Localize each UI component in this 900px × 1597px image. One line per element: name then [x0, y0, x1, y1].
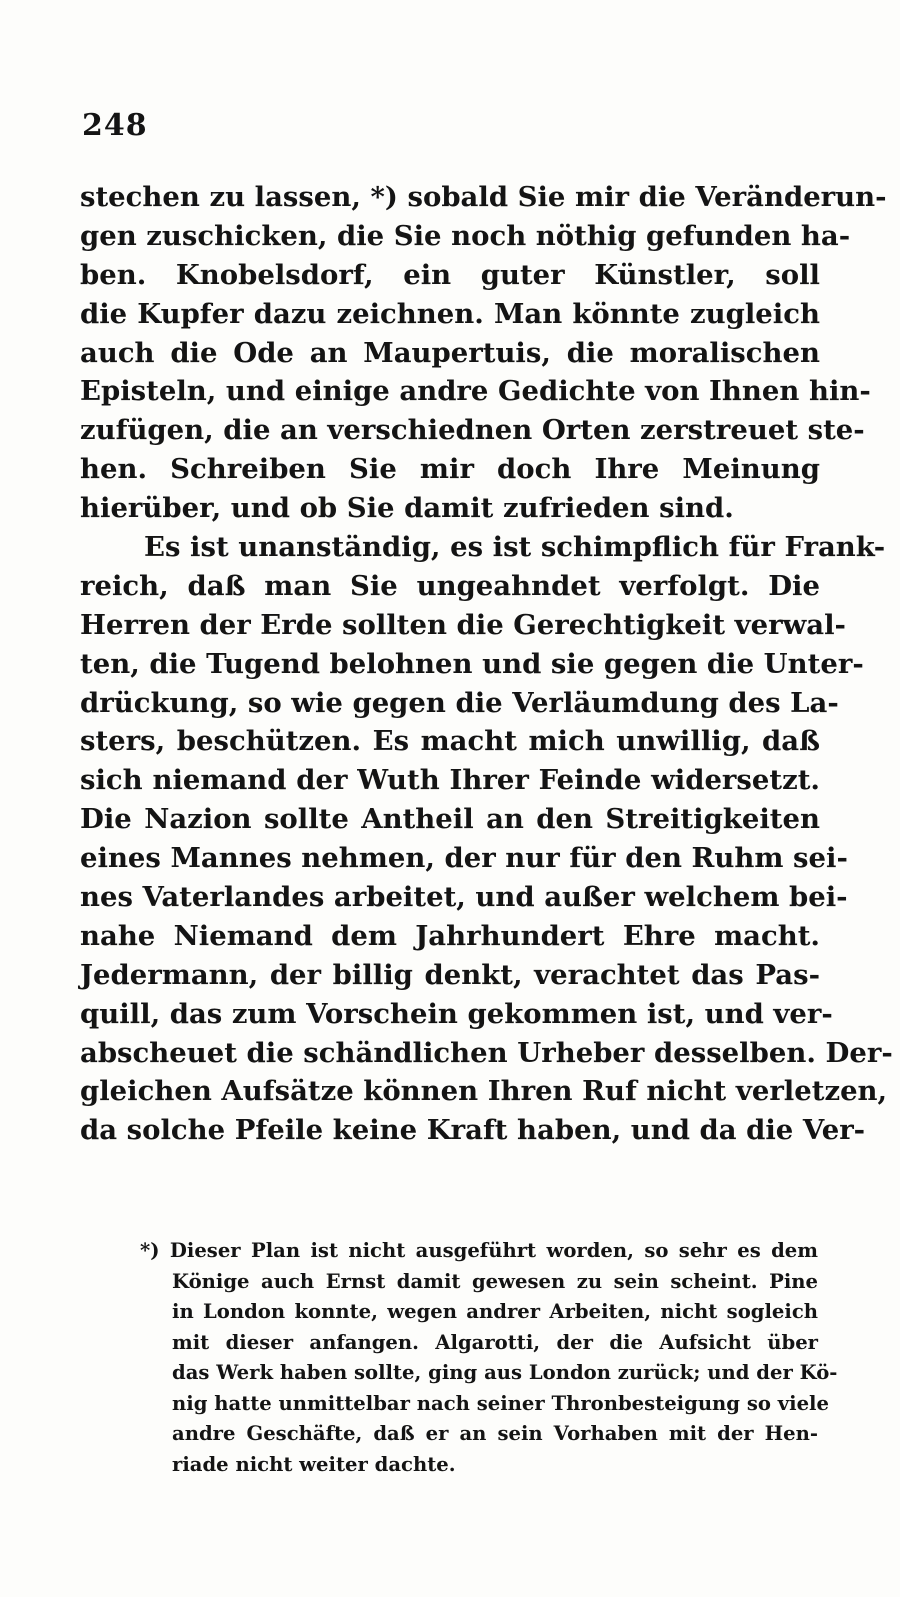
- text-line: da solche Pfeile keine Kraft haben, und da die Ver-: [80, 1114, 866, 1147]
- text-line: sich niemand der Wuth Ihrer Feinde widersetzt.: [80, 764, 820, 797]
- footnote-line: riade nicht weiter dachte.: [172, 1452, 456, 1476]
- text-line: zufügen, die an verschiednen Orten zerstreuet ste-: [80, 414, 865, 447]
- text-line: auch die Ode an Maupertuis, die moralischen: [80, 336, 820, 369]
- text-line: ten, die Tugend belohnen und sie gegen die Unter-: [80, 647, 864, 680]
- text-line: die Kupfer dazu zeichnen. Man könnte zugleich: [80, 297, 820, 330]
- main-text: [80, 178, 893, 1150]
- page-number: 248: [82, 108, 148, 143]
- text-line: reich, daß man Sie ungeahndet verfolgt. Die: [80, 569, 820, 602]
- footnote: [140, 1236, 838, 1480]
- text-line: nahe Niemand dem Jahrhundert Ehre macht.: [80, 919, 820, 952]
- footnote-line: *) Dieser Plan ist nicht ausgeführt worden, so sehr es dem: [140, 1239, 818, 1262]
- footnote-line: mit dieser anfangen. Algarotti, der die Aufsicht über: [172, 1330, 818, 1354]
- text-line: drückung, so wie gegen die Verläumdung des La-: [80, 686, 839, 719]
- text-line: Episteln, und einige andre Gedichte von Ihnen hin-: [80, 375, 871, 408]
- text-line: hen. Schreiben Sie mir doch Ihre Meinung: [80, 453, 820, 486]
- footnote-line: nig hatte unmittelbar nach seiner Thronbesteigung so viele: [172, 1391, 829, 1415]
- paragraph-start-line: Es ist unanständig, es ist schimpflich für Frank-: [144, 531, 886, 564]
- text-line: gen zuschicken, die Sie noch nöthig gefunden ha-: [80, 219, 851, 252]
- text-line: sters, beschützen. Es macht mich unwillig, daß: [80, 725, 820, 758]
- text-line: Die Nazion sollte Antheil an den Streitigkeiten: [80, 803, 820, 836]
- paragraph-end-line: hierüber, und ob Sie damit zufrieden sind.: [80, 492, 734, 525]
- text-line: eines Mannes nehmen, der nur für den Ruhm sei-: [80, 842, 848, 875]
- text-line: gleichen Aufsätze können Ihren Ruf nicht verletzen,: [80, 1075, 888, 1108]
- footnote-line: Könige auch Ernst damit gewesen zu sein scheint. Pine: [172, 1269, 818, 1293]
- footnote-line: in London konnte, wegen andrer Arbeiten, nicht sogleich: [172, 1300, 818, 1323]
- text-line: ben. Knobelsdorf, ein guter Künstler, soll: [80, 258, 820, 291]
- text-line: nes Vaterlandes arbeitet, und außer welchem bei-: [80, 881, 848, 914]
- text-line: stechen zu lassen, *) sobald Sie mir die Veränderun-: [80, 181, 887, 213]
- text-line: quill, das zum Vorschein gekommen ist, und ver-: [80, 997, 833, 1030]
- footnote-line: das Werk haben sollte, ging aus London zurück; und der Kö-: [172, 1361, 838, 1384]
- text-line: abscheuet die schändlichen Urheber desselben. Der-: [80, 1036, 893, 1069]
- footnote-line: andre Geschäfte, daß er an sein Vorhaben mit der Hen-: [172, 1422, 818, 1445]
- text-line: Jedermann, der billig denkt, verachtet das Pas-: [80, 958, 820, 991]
- text-line: Herren der Erde sollten die Gerechtigkeit verwal-: [80, 608, 846, 641]
